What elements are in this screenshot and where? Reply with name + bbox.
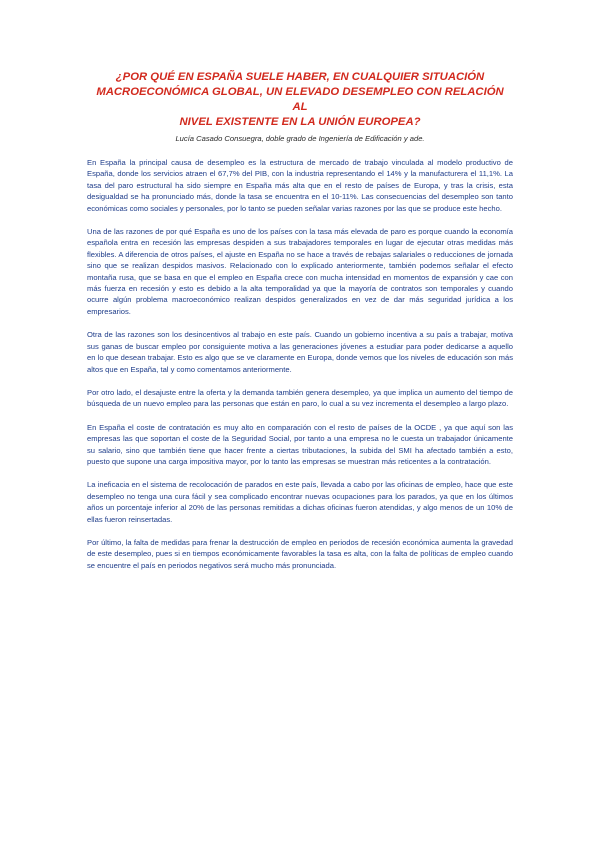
- document-body: [87, 157, 513, 583]
- title-line: MACROECONÓMICA GLOBAL, UN ELEVADO DESEMPLEO CON RELACIÓN AL: [96, 86, 504, 113]
- body-paragraph: Por otro lado, el desajuste entre la oferta y la demanda también genera desempleo, ya que implica un aumento del tiempo de búsqueda de un nuevo empleo para las personas que están en paro, lo cual a su vez incrementa el desempleo a largo plazo.: [87, 387, 513, 409]
- author-line: Lucía Casado Consuegra, doble grado de Ingeniería de Edificación y ade.: [175, 134, 425, 143]
- body-paragraph: Por último, la falta de medidas para frenar la destrucción de empleo en periodos de recesión económica aumenta la gravedad de este desempleo, pues si en tiempos económicamente favorables la tasa es alta, con la falta de políticas de empleo cuando se encuentre el país en periodos negativos será mucho más pronunciada.: [87, 537, 513, 570]
- body-paragraph: En España la principal causa de desempleo es la estructura de mercado de trabajo vinculada al modelo productivo de España, donde los servicios atraen el 67,7% del PIB, con la industria representando el 14% y la manufacturera el 11,1%. La tasa del paro estructural ha sido siempre en España más alta que en el resto de países de Europa, y tras la crisis, esta desigualdad se ha pronunciado más, donde la tasa se encuentra en el 10-11%. Las consecuencias del desempleo son tanto económicas como sociales y personales, por lo tanto se pueden señalar varias razones por las que se produce este hecho.: [87, 158, 513, 213]
- body-paragraph: Una de las razones de por qué España es uno de los países con la tasa más elevada de paro es porque cuando la economía española entra en recesión las empresas despiden a sus trabajadores temporales en lugar de ejecutar otras medidas más flexibles. A diferencia de otros países, el ajuste en España no se hace a través de rebajas salariales o reducciones de jornada sino que se realizan despidos masivos. Relacionado con lo explicado anteriormente, también podemos señalar el efecto montaña rusa, que se basa en que el empleo en España crece con mucha intensidad en momentos de expansión y cae con más fuerza en recesión y esto es debido a la alta temporalidad ya que la mayoría de contratos son temporales y cuando ocurre algún problema macroeconómico realizan despidos generalizados en vez de dar más seguridad jurídica a los empresarios.: [87, 227, 513, 316]
- body-paragraph: Otra de las razones son los desincentivos al trabajo en este país. Cuando un gobierno incentiva a su país a trabajar, motiva sus ganas de buscar empleo por consiguiente motiva a las generaciones jóvenes a estudiar para poder dedicarse a aquello en lo que desean trabajar. Esto es algo que se ve claramente en Europa, donde vemos que los niveles de educación son más altos que en España, tal y como comentamos anteriormente.: [87, 330, 513, 374]
- body-paragraph: En España el coste de contratación es muy alto en comparación con el resto de países de la OCDE , ya que aquí son las empresas las que soportan el coste de la Seguridad Social, por tanto a una empresa no le cuesta un trabajador únicamente su salario, sino que también tiene que hacer frente a ciertas tributaciones, la subida del SMI ha afectado también a esto, puesto que supone una carga impositiva mayor, por lo tanto las empresas se muestran más reticentes a la contratación.: [87, 422, 513, 466]
- body-paragraph: La ineficacia en el sistema de recolocación de parados en este país, llevada a cabo por las oficinas de empleo, hace que este desempleo no tenga una cura fácil y sea complicado encontrar nuevas ocupaciones para los parados, ya que en los últimos años un porcentaje inferior al 20% de las personas remitidas a dichas oficinas fueron atendidas, y algo menos de un 10% de ellas fueron reinsertadas.: [87, 480, 513, 524]
- title-line: ¿POR QUÉ EN ESPAÑA SUELE HABER, EN CUALQUIER SITUACIÓN: [115, 71, 485, 83]
- title-line: NIVEL EXISTENTE EN LA UNIÓN EUROPEA?: [179, 116, 421, 128]
- document-title: [95, 70, 505, 130]
